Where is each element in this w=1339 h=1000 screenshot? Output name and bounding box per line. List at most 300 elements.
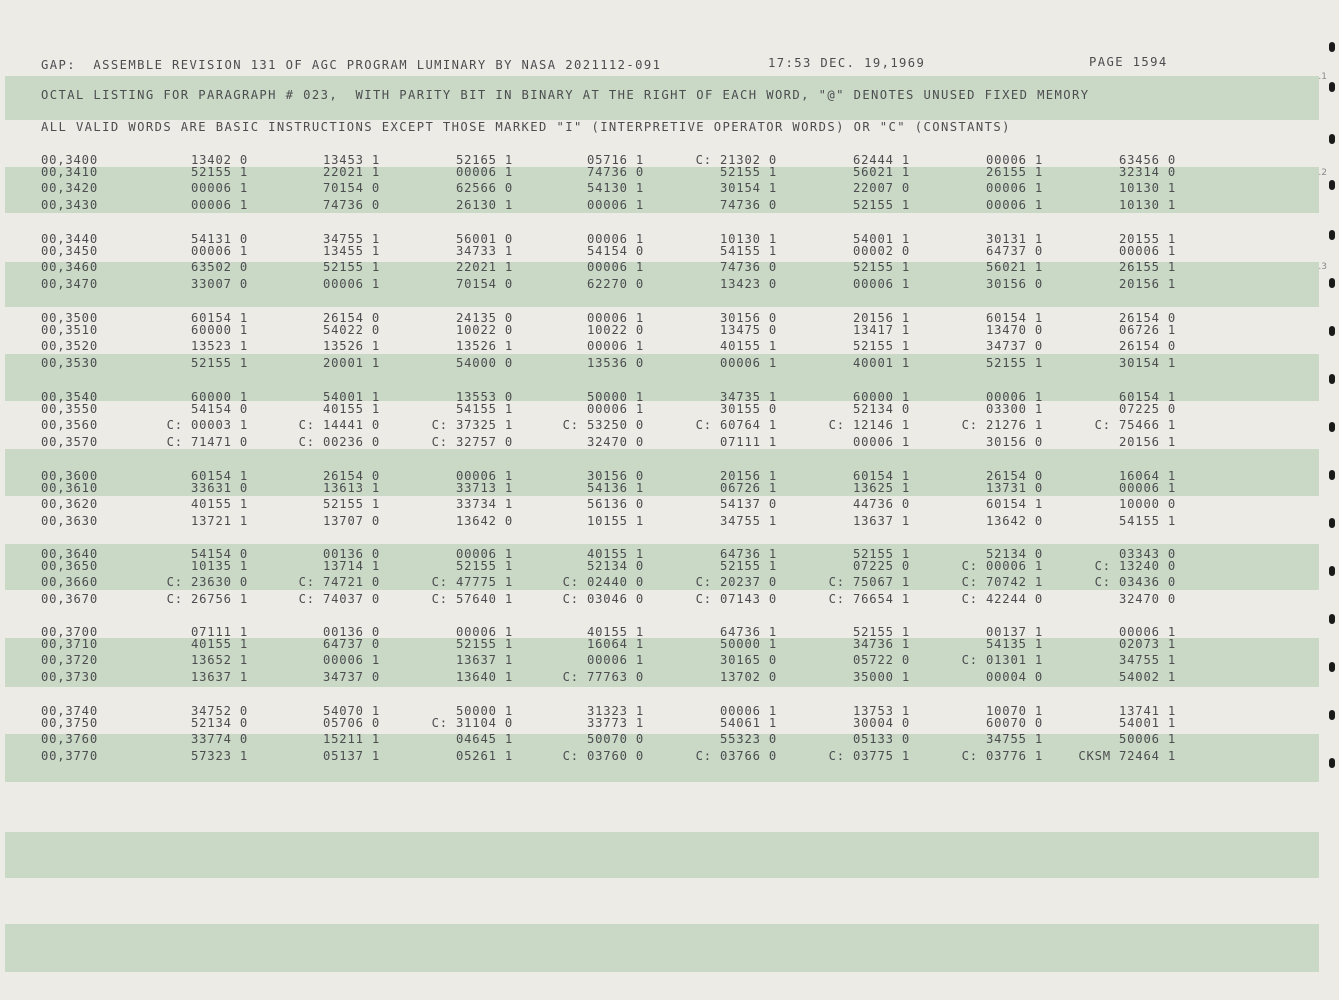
octal-word: 05137 1	[323, 749, 380, 763]
table-row	[0, 575, 1339, 589]
octal-word: 33713 1	[456, 481, 513, 495]
octal-word: 62566 0	[456, 181, 513, 195]
octal-word: 52155 1	[853, 339, 910, 353]
octal-word: 13652 1	[191, 653, 248, 667]
table-row	[0, 339, 1339, 353]
octal-word: 54135 1	[986, 637, 1043, 651]
octal-word: 52134 0	[853, 402, 910, 416]
octal-word: C: 00003 1	[166, 418, 248, 432]
octal-word: 00006 1	[456, 469, 513, 483]
table-row	[0, 165, 1339, 179]
octal-word: 20001 1	[323, 356, 380, 370]
octal-word: 20156 1	[1119, 435, 1176, 449]
octal-word: C: 01301 1	[961, 653, 1043, 667]
octal-word: 60070 0	[986, 716, 1043, 730]
feed-hole	[1329, 134, 1335, 144]
octal-word: 60154 1	[191, 469, 248, 483]
octal-word: C: 12146 1	[828, 418, 910, 432]
table-row	[0, 356, 1339, 370]
octal-word: 00006 1	[1119, 244, 1176, 258]
octal-word: 32470 0	[1119, 592, 1176, 606]
octal-word: 13402 0	[191, 153, 248, 167]
octal-word: C: 31104 0	[431, 716, 513, 730]
octal-word: 62270 0	[587, 277, 644, 291]
octal-word: 56021 1	[986, 260, 1043, 274]
octal-word: 54061 1	[720, 716, 777, 730]
octal-word: C: 03776 1	[961, 749, 1043, 763]
octal-word: 13714 1	[323, 559, 380, 573]
feed-hole	[1329, 42, 1335, 52]
octal-word: 00006 1	[986, 181, 1043, 195]
octal-word: 00006 1	[853, 277, 910, 291]
octal-word: 60154 1	[191, 311, 248, 325]
octal-word: C: 00006 1	[961, 559, 1043, 573]
octal-word: 00137 1	[986, 625, 1043, 639]
octal-word: 50000 1	[456, 704, 513, 718]
octal-word: C: 60764 1	[695, 418, 777, 432]
octal-word: 70154 0	[323, 181, 380, 195]
memory-address: 00,3730	[41, 670, 98, 684]
octal-word: 64736 1	[720, 547, 777, 561]
octal-word: CKSM 72464 1	[1078, 749, 1176, 763]
memory-address: 00,3530	[41, 356, 98, 370]
octal-word: C: 23630 0	[166, 575, 248, 589]
octal-word: C: 75466 1	[1094, 418, 1176, 432]
octal-word: 00006 1	[587, 339, 644, 353]
octal-word: 50070 0	[587, 732, 644, 746]
octal-word: 55323 0	[720, 732, 777, 746]
octal-word: 54154 0	[191, 402, 248, 416]
memory-address: 00,3420	[41, 181, 98, 195]
octal-word: 13721 1	[191, 514, 248, 528]
octal-word: 16064 1	[1119, 469, 1176, 483]
octal-word: 13642 0	[986, 514, 1043, 528]
octal-word: 52134 0	[587, 559, 644, 573]
octal-word: 00006 1	[853, 435, 910, 449]
octal-word: 52155 1	[456, 559, 513, 573]
memory-address: 00,3600	[41, 469, 98, 483]
octal-word: 26155 1	[986, 165, 1043, 179]
octal-word: 03343 0	[1119, 547, 1176, 561]
octal-word: 13640 1	[456, 670, 513, 684]
memory-address: 00,3510	[41, 323, 98, 337]
octal-word: 05722 0	[853, 653, 910, 667]
feed-hole	[1329, 374, 1335, 384]
paper-band	[5, 924, 1319, 972]
octal-word: 00006 1	[191, 181, 248, 195]
octal-word: 34733 1	[456, 244, 513, 258]
octal-word: 00006 1	[1119, 481, 1176, 495]
octal-word: 34737 0	[323, 670, 380, 684]
octal-word: 30131 1	[986, 232, 1043, 246]
octal-word: 74736 0	[720, 198, 777, 212]
octal-word: C: 03775 1	[828, 749, 910, 763]
octal-word: C: 77763 0	[562, 670, 644, 684]
octal-word: 10000 0	[1119, 497, 1176, 511]
octal-word: 52155 1	[720, 165, 777, 179]
octal-word: 54155 1	[1119, 514, 1176, 528]
octal-word: 13553 0	[456, 390, 513, 404]
memory-address: 00,3450	[41, 244, 98, 258]
page-number: PAGE 1594	[1089, 55, 1168, 69]
octal-word: 13423 0	[720, 277, 777, 291]
octal-word: 40001 1	[853, 356, 910, 370]
octal-word: 56001 0	[456, 232, 513, 246]
table-row	[0, 670, 1339, 684]
octal-word: 13475 0	[720, 323, 777, 337]
octal-word: 30155 0	[720, 402, 777, 416]
octal-word: 00006 1	[986, 153, 1043, 167]
octal-word: C: 74037 0	[298, 592, 380, 606]
octal-word: 74736 0	[720, 260, 777, 274]
octal-word: 13523 1	[191, 339, 248, 353]
octal-word: C: 71471 0	[166, 435, 248, 449]
octal-word: C: 53250 0	[562, 418, 644, 432]
octal-word: 26154 0	[1119, 311, 1176, 325]
octal-word: 13637 1	[456, 653, 513, 667]
octal-word: 63456 0	[1119, 153, 1176, 167]
octal-word: 30154 1	[1119, 356, 1176, 370]
octal-word: 00004 0	[986, 670, 1043, 684]
octal-word: 50000 1	[587, 390, 644, 404]
octal-word: 03300 1	[986, 402, 1043, 416]
margin-mark: .2	[1318, 168, 1327, 178]
octal-word: 13625 1	[853, 481, 910, 495]
octal-word: 54002 1	[1119, 670, 1176, 684]
octal-word: 26154 0	[1119, 339, 1176, 353]
octal-word: C: 47775 1	[431, 575, 513, 589]
table-row	[0, 559, 1339, 573]
octal-word: C: 21302 0	[695, 153, 777, 167]
octal-word: 22021 1	[456, 260, 513, 274]
octal-word: 33774 0	[191, 732, 248, 746]
octal-word: 34735 1	[720, 390, 777, 404]
octal-word: 20155 1	[1119, 232, 1176, 246]
octal-word: 00006 1	[323, 653, 380, 667]
octal-word: 54137 0	[720, 497, 777, 511]
octal-word: C: 03760 0	[562, 749, 644, 763]
margin-mark: .3	[1318, 262, 1327, 272]
octal-word: 34755 1	[323, 232, 380, 246]
octal-word: 54001 1	[853, 232, 910, 246]
memory-address: 00,3570	[41, 435, 98, 449]
octal-word: 00006 1	[456, 547, 513, 561]
octal-word: 00006 1	[720, 356, 777, 370]
octal-word: C: 74721 0	[298, 575, 380, 589]
octal-word: 34755 1	[1119, 653, 1176, 667]
octal-word: 00006 1	[191, 244, 248, 258]
octal-word: 54154 0	[587, 244, 644, 258]
octal-word: 52155 1	[853, 625, 910, 639]
octal-word: C: 75067 1	[828, 575, 910, 589]
octal-word: 00006 1	[587, 260, 644, 274]
octal-word: C: 32757 0	[431, 435, 513, 449]
octal-word: 00136 0	[323, 625, 380, 639]
table-row	[0, 198, 1339, 212]
octal-word: 05716 1	[587, 153, 644, 167]
octal-word: 44736 0	[853, 497, 910, 511]
octal-word: 07225 0	[853, 559, 910, 573]
octal-word: C: 57640 1	[431, 592, 513, 606]
octal-word: 50006 1	[1119, 732, 1176, 746]
octal-word: 07111 1	[191, 625, 248, 639]
memory-address: 00,3640	[41, 547, 98, 561]
listing-timestamp: 17:53 DEC. 19,1969	[768, 56, 926, 70]
memory-address: 00,3400	[41, 153, 98, 167]
table-row	[0, 637, 1339, 651]
octal-word: 13642 0	[456, 514, 513, 528]
octal-word: 10022 0	[587, 323, 644, 337]
octal-word: 13526 1	[456, 339, 513, 353]
octal-word: 54130 1	[587, 181, 644, 195]
octal-word: 00006 1	[986, 198, 1043, 212]
octal-word: 00006 1	[323, 277, 380, 291]
memory-address: 00,3430	[41, 198, 98, 212]
octal-word: 00006 1	[1119, 625, 1176, 639]
octal-word: 70154 0	[456, 277, 513, 291]
memory-address: 00,3710	[41, 637, 98, 651]
margin-mark: .1	[1318, 72, 1327, 82]
octal-word: 00006 1	[587, 198, 644, 212]
octal-word: 52155 1	[986, 356, 1043, 370]
octal-word: 13702 0	[720, 670, 777, 684]
octal-word: 13753 1	[853, 704, 910, 718]
octal-word: 22007 0	[853, 181, 910, 195]
octal-word: 00006 1	[720, 704, 777, 718]
octal-word: 40155 1	[587, 625, 644, 639]
octal-word: 54000 0	[456, 356, 513, 370]
octal-word: 52134 0	[986, 547, 1043, 561]
octal-word: 33631 0	[191, 481, 248, 495]
memory-address: 00,3550	[41, 402, 98, 416]
octal-word: 60154 1	[1119, 390, 1176, 404]
memory-address: 00,3460	[41, 260, 98, 274]
octal-word: C: 70742 1	[961, 575, 1043, 589]
octal-word: 50000 1	[720, 637, 777, 651]
octal-word: 13526 1	[323, 339, 380, 353]
octal-word: 26154 0	[986, 469, 1043, 483]
octal-word: 05706 0	[323, 716, 380, 730]
memory-address: 00,3650	[41, 559, 98, 573]
memory-address: 00,3520	[41, 339, 98, 353]
octal-word: 33773 1	[587, 716, 644, 730]
octal-word: 52155 1	[456, 637, 513, 651]
octal-word: 07111 1	[720, 435, 777, 449]
memory-address: 00,3660	[41, 575, 98, 589]
octal-word: 54001 1	[1119, 716, 1176, 730]
table-row	[0, 592, 1339, 606]
octal-word: 63502 0	[191, 260, 248, 274]
table-row	[0, 749, 1339, 763]
octal-word: C: 07143 0	[695, 592, 777, 606]
table-row	[0, 323, 1339, 337]
octal-word: 34752 0	[191, 704, 248, 718]
octal-word: 10070 1	[986, 704, 1043, 718]
octal-word: 54155 1	[456, 402, 513, 416]
octal-word: 00006 1	[456, 625, 513, 639]
memory-address: 00,3760	[41, 732, 98, 746]
octal-word: 13731 0	[986, 481, 1043, 495]
table-row	[0, 260, 1339, 274]
octal-word: 32470 0	[587, 435, 644, 449]
paper-band	[5, 832, 1319, 878]
octal-listing-note: OCTAL LISTING FOR PARAGRAPH # 023, WITH PARITY BIT IN BINARY AT THE RIGHT OF EACH WORD, "@" DENOTES UNUSED FIXED MEMORY	[41, 88, 1090, 102]
octal-word: 13613 1	[323, 481, 380, 495]
octal-word: 54022 0	[323, 323, 380, 337]
feed-hole	[1329, 614, 1335, 624]
octal-word: 00006 1	[587, 653, 644, 667]
octal-word: 52155 1	[323, 497, 380, 511]
octal-word: 40155 1	[720, 339, 777, 353]
octal-word: 40155 1	[323, 402, 380, 416]
octal-word: 60000 1	[191, 323, 248, 337]
octal-word: 60000 1	[853, 390, 910, 404]
octal-word: 30154 1	[720, 181, 777, 195]
octal-word: 10130 1	[1119, 181, 1176, 195]
octal-word: 05261 1	[456, 749, 513, 763]
octal-word: 30156 0	[986, 277, 1043, 291]
octal-word: 00006 1	[587, 232, 644, 246]
octal-word: C: 02440 0	[562, 575, 644, 589]
octal-word: 26154 0	[323, 469, 380, 483]
octal-word: 26155 1	[1119, 260, 1176, 274]
octal-word: 52155 1	[323, 260, 380, 274]
octal-word: 20156 1	[720, 469, 777, 483]
octal-word: C: 03436 0	[1094, 575, 1176, 589]
octal-word: 00006 1	[587, 311, 644, 325]
octal-word: 20156 1	[853, 311, 910, 325]
memory-address: 00,3750	[41, 716, 98, 730]
octal-word: 26154 0	[323, 311, 380, 325]
octal-word: C: 13240 0	[1094, 559, 1176, 573]
table-row	[0, 181, 1339, 195]
octal-word: 10130 1	[1119, 198, 1176, 212]
octal-word: C: 37325 1	[431, 418, 513, 432]
octal-word: 60154 1	[853, 469, 910, 483]
memory-address: 00,3470	[41, 277, 98, 291]
octal-word: C: 76654 1	[828, 592, 910, 606]
octal-word: 64737 0	[986, 244, 1043, 258]
octal-word: 60154 1	[986, 311, 1043, 325]
octal-word: C: 00236 0	[298, 435, 380, 449]
memory-address: 00,3410	[41, 165, 98, 179]
octal-word: 24135 0	[456, 311, 513, 325]
memory-address: 00,3770	[41, 749, 98, 763]
octal-word: 10135 1	[191, 559, 248, 573]
table-row	[0, 244, 1339, 258]
memory-address: 00,3500	[41, 311, 98, 325]
octal-word: 15211 1	[323, 732, 380, 746]
table-row	[0, 481, 1339, 495]
memory-address: 00,3720	[41, 653, 98, 667]
octal-word: 40155 1	[587, 547, 644, 561]
memory-address: 00,3630	[41, 514, 98, 528]
octal-word: 52155 1	[720, 559, 777, 573]
octal-word: 30156 0	[587, 469, 644, 483]
table-row	[0, 418, 1339, 432]
octal-word: 40155 1	[191, 637, 248, 651]
octal-word: 30156 0	[720, 311, 777, 325]
octal-word: 32314 0	[1119, 165, 1176, 179]
octal-word: 56136 0	[587, 497, 644, 511]
table-row	[0, 653, 1339, 667]
octal-word: 07225 0	[1119, 402, 1176, 416]
octal-word: 35000 1	[853, 670, 910, 684]
memory-address: 00,3440	[41, 232, 98, 246]
memory-address: 00,3740	[41, 704, 98, 718]
octal-word: 40155 1	[191, 497, 248, 511]
octal-word: 52134 0	[191, 716, 248, 730]
octal-word: 22021 1	[323, 165, 380, 179]
octal-word: 52155 1	[853, 547, 910, 561]
octal-word: 04645 1	[456, 732, 513, 746]
octal-word: 13707 0	[323, 514, 380, 528]
octal-word: 54154 0	[191, 547, 248, 561]
octal-word: C: 14441 0	[298, 418, 380, 432]
octal-word: 64736 1	[720, 625, 777, 639]
octal-word: 62444 1	[853, 153, 910, 167]
octal-word: 56021 1	[853, 165, 910, 179]
octal-word: 54155 1	[720, 244, 777, 258]
listing-title: GAP: ASSEMBLE REVISION 131 OF AGC PROGRAM LUMINARY BY NASA 2021112-091	[41, 58, 662, 72]
table-row	[0, 716, 1339, 730]
octal-word: 74736 0	[323, 198, 380, 212]
octal-word: 00002 0	[853, 244, 910, 258]
octal-word: 54001 1	[323, 390, 380, 404]
memory-address: 00,3560	[41, 418, 98, 432]
octal-word: 13417 1	[853, 323, 910, 337]
octal-word: 57323 1	[191, 749, 248, 763]
octal-word: 52155 1	[191, 356, 248, 370]
octal-word: 34755 1	[720, 514, 777, 528]
feed-hole	[1329, 82, 1335, 92]
octal-word: 16064 1	[587, 637, 644, 651]
octal-word: 54131 0	[191, 232, 248, 246]
octal-word: 05133 0	[853, 732, 910, 746]
octal-word: 00006 1	[587, 402, 644, 416]
octal-word: 31323 1	[587, 704, 644, 718]
octal-word: 13637 1	[191, 670, 248, 684]
octal-word: 54070 1	[323, 704, 380, 718]
octal-word: 00006 1	[191, 198, 248, 212]
octal-word: 20156 1	[1119, 277, 1176, 291]
table-row	[0, 514, 1339, 528]
octal-word: 10022 0	[456, 323, 513, 337]
octal-word: 02073 1	[1119, 637, 1176, 651]
octal-word: C: 03766 0	[695, 749, 777, 763]
memory-address: 00,3540	[41, 390, 98, 404]
table-row	[0, 402, 1339, 416]
octal-word: 52155 1	[853, 260, 910, 274]
octal-word: 74736 0	[587, 165, 644, 179]
octal-word: 13741 1	[1119, 704, 1176, 718]
octal-word: 54136 1	[587, 481, 644, 495]
octal-word: 06726 1	[720, 481, 777, 495]
octal-word: 10155 1	[587, 514, 644, 528]
octal-word: C: 21276 1	[961, 418, 1043, 432]
memory-address: 00,3620	[41, 497, 98, 511]
octal-word: 06726 1	[1119, 323, 1176, 337]
octal-word: C: 03046 0	[562, 592, 644, 606]
octal-word: 13470 0	[986, 323, 1043, 337]
octal-word: 52165 1	[456, 153, 513, 167]
octal-word: 52155 1	[853, 198, 910, 212]
octal-word: 30004 0	[853, 716, 910, 730]
octal-word: 00136 0	[323, 547, 380, 561]
octal-word: 60000 1	[191, 390, 248, 404]
table-row	[0, 732, 1339, 746]
octal-word: 26130 1	[456, 198, 513, 212]
